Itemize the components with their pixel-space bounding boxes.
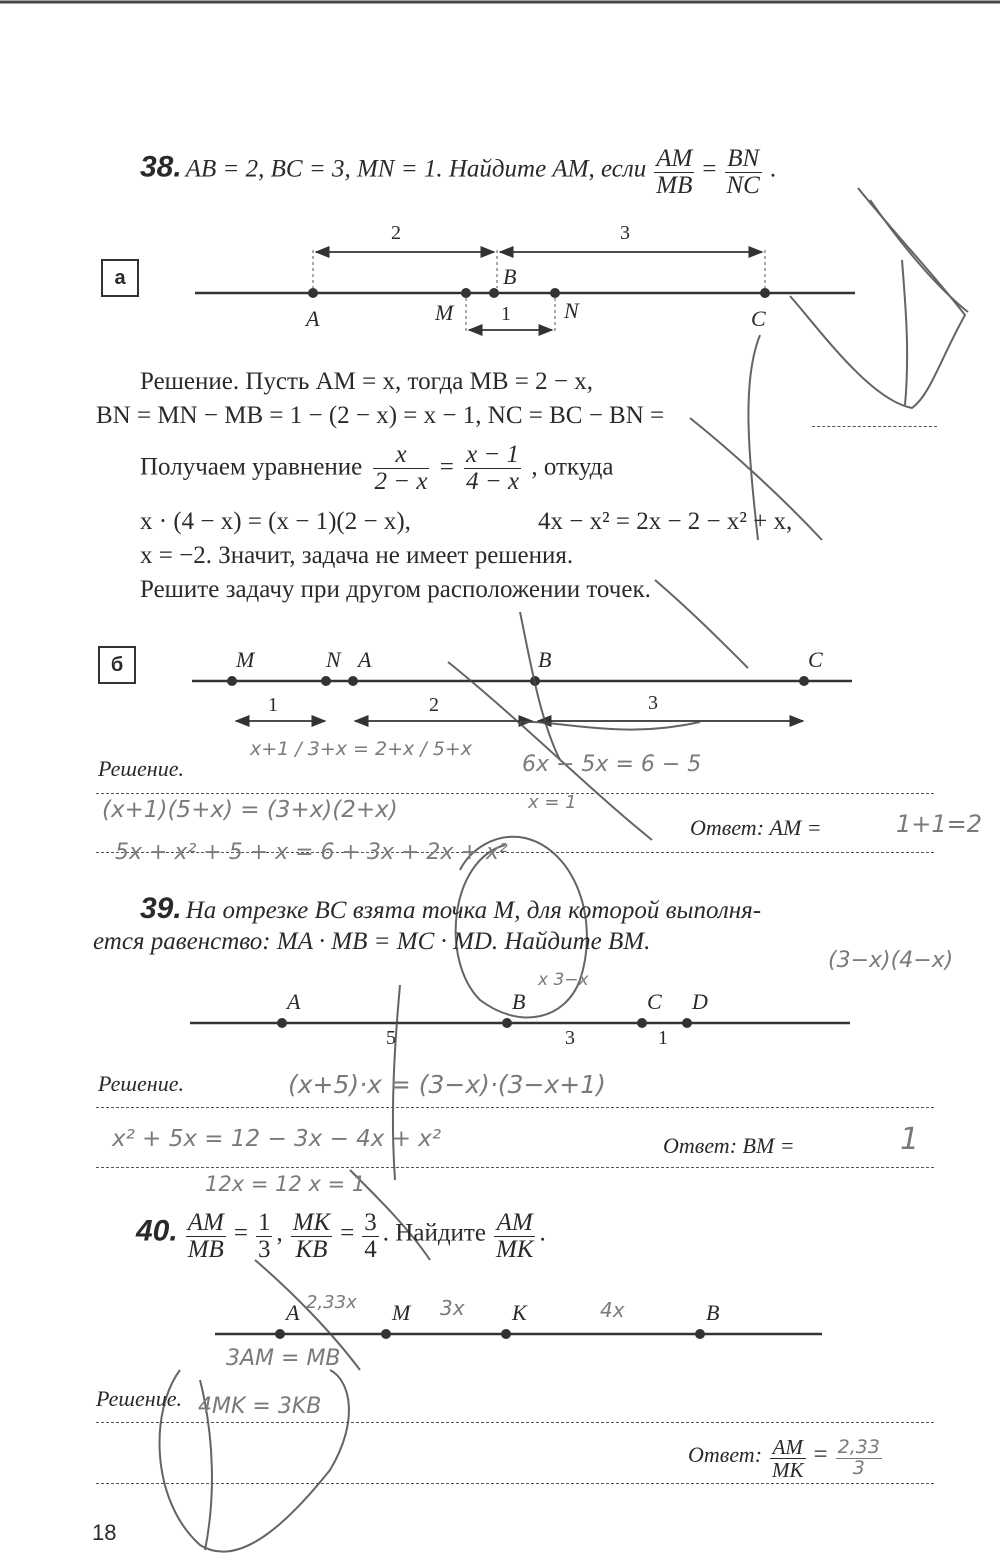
fraction-value-2 <box>362 1210 379 1264</box>
subproblem-box-b: б <box>98 646 136 684</box>
frac-den: MK <box>772 1458 804 1483</box>
handwritten-line-1: (x+5)·x = (3−x)·(3−x+1) <box>288 1070 606 1099</box>
frac-num: MK <box>292 1209 331 1236</box>
point-m-40 <box>381 1329 391 1339</box>
length-ab: 5 <box>386 1027 396 1049</box>
length-mn: 1 <box>501 303 511 325</box>
equals-sign: = <box>813 1441 828 1469</box>
frac-den: KB <box>295 1236 328 1264</box>
problem-40-header <box>136 1210 546 1264</box>
problem-number: 38. <box>140 150 182 184</box>
label-point-b: B <box>706 1300 720 1325</box>
fraction-mk-kb <box>291 1210 333 1264</box>
point-c <box>760 288 770 298</box>
point-c-b <box>799 676 809 686</box>
diagram-40 <box>215 1329 822 1339</box>
answer-label: Ответ: <box>688 1442 763 1468</box>
writing-line <box>96 793 934 794</box>
point-m <box>461 288 471 298</box>
length-bc: 3 <box>620 222 630 244</box>
label-point-a: A <box>358 647 372 672</box>
length-bc: 3 <box>565 1027 575 1049</box>
period: . <box>769 155 777 183</box>
point-n-b <box>321 676 331 686</box>
label-point-a: A <box>306 306 320 331</box>
label-point-m: M <box>435 300 454 325</box>
answer-label: Ответ: BM = <box>663 1133 795 1158</box>
label-point-b: B <box>538 647 552 672</box>
problem-condition-line-1: На отрезке BC взята точка M, для которой выполня- <box>185 897 762 924</box>
point-c-39 <box>637 1018 647 1028</box>
handwritten-line-3: 12x = 12 x = 1 <box>205 1172 366 1196</box>
period: . <box>539 1219 546 1247</box>
problem-number: 39. <box>140 892 182 925</box>
label-point-n: N <box>564 298 579 323</box>
answer-blank <box>812 426 937 427</box>
handwritten-segment-note: x 3−x <box>538 970 589 990</box>
label-point-d: D <box>692 989 708 1014</box>
solution-label: Решение. <box>98 756 184 781</box>
handwritten-answer: 1 <box>900 1122 920 1157</box>
find-text: . Найдите <box>382 1219 486 1247</box>
handwritten-side-note: (3−x)(4−x) <box>828 948 954 973</box>
frac-num: x − 1 <box>466 441 520 468</box>
fraction-am-mk <box>770 1436 806 1481</box>
frac-num: AM <box>770 1436 806 1459</box>
frac-num: AM <box>656 145 693 172</box>
solution-line-4a: x · (4 − x) = (x − 1)(2 − x), <box>140 508 411 535</box>
problem-39-header <box>140 892 761 926</box>
frac-den: 4 − x <box>466 468 520 496</box>
label-point-a: A <box>286 1300 300 1325</box>
writing-line <box>96 1483 934 1484</box>
point-b-39 <box>502 1018 512 1028</box>
handwritten-fraction: x+1 / 3+x = 2+x / 5+x <box>250 738 472 760</box>
equals-sign: = <box>439 453 454 481</box>
point-a-40 <box>275 1329 285 1339</box>
point-k-40 <box>501 1329 511 1339</box>
handwritten-line-3: 6x − 5x = 6 − 5 <box>522 752 702 777</box>
equals-sign: = <box>340 1219 355 1247</box>
frac-den: MB <box>656 172 693 200</box>
handwritten-mk: 3x <box>440 1296 465 1320</box>
diagram-39 <box>190 1018 850 1028</box>
point-n <box>550 288 560 298</box>
label-point-n: N <box>326 647 341 672</box>
label-point-m: M <box>392 1300 411 1325</box>
problem-condition-line-2: ется равенство: MA · MB = MC · MD. Найдите BM. <box>93 928 651 955</box>
equation-suffix: , откуда <box>531 453 614 481</box>
length-ab: 2 <box>429 694 439 716</box>
frac-den: MK <box>495 1236 534 1264</box>
fraction-bn-nc <box>725 146 762 200</box>
fraction-left <box>373 442 430 496</box>
label-point-k: K <box>512 1300 527 1325</box>
point-m-b <box>227 676 237 686</box>
label-point-c: C <box>751 306 766 331</box>
length-bc: 3 <box>648 692 658 714</box>
comma: , <box>276 1219 283 1247</box>
point-b <box>489 288 499 298</box>
handwritten-line-2: 5x + x² + 5 + x = 6 + 3x + 2x + x² <box>115 840 508 865</box>
fraction-am-mb <box>186 1210 226 1264</box>
frac-den: 4 <box>364 1236 377 1264</box>
label-point-a: A <box>287 989 301 1014</box>
page-number: 18 <box>92 1520 117 1545</box>
label-point-b: B <box>512 989 526 1014</box>
writing-line <box>96 1422 934 1423</box>
frac-den: 3 <box>257 1236 271 1264</box>
handwritten-line-1: (x+1)(5+x) = (3+x)(2+x) <box>102 797 398 823</box>
frac-num: 3 <box>364 1209 377 1236</box>
frac-den: 3 <box>852 1457 865 1480</box>
subproblem-box-a: а <box>101 259 139 297</box>
handwritten-am: 2,33x <box>306 1292 357 1313</box>
writing-line <box>96 1107 934 1108</box>
label-point-b: B <box>503 264 517 289</box>
equals-sign: = <box>233 1219 248 1247</box>
point-b-40 <box>695 1329 705 1339</box>
frac-den: 2 − x <box>374 468 428 496</box>
handwritten-line-2: 4MK = 3KB <box>198 1394 322 1419</box>
answer-label: Ответ: AM = <box>690 815 822 840</box>
point-a <box>308 288 318 298</box>
solution-label: Решение. <box>96 1386 182 1411</box>
equation-line <box>140 442 613 496</box>
solution-line-5: x = −2. Значит, задача не имеет решения. <box>140 542 574 569</box>
length-ab: 2 <box>391 222 401 244</box>
answer-block <box>688 1436 886 1481</box>
handwritten-answer: 1+1=2 <box>896 810 983 838</box>
frac-num: x <box>373 442 430 469</box>
length-mn: 1 <box>268 694 278 716</box>
fraction-right <box>464 442 521 496</box>
fraction-value-1 <box>256 1210 273 1264</box>
solution-label: Решение. <box>98 1071 184 1096</box>
point-a-39 <box>277 1018 287 1028</box>
equation-prefix: Получаем уравнение <box>140 453 363 481</box>
frac-num: AM <box>494 1210 536 1237</box>
writing-line <box>96 1167 934 1168</box>
length-cd: 1 <box>658 1027 668 1049</box>
fraction-am-mb <box>654 146 694 200</box>
label-point-m: M <box>236 647 255 672</box>
frac-num: 2,33 <box>837 1436 880 1459</box>
diagram-38b <box>192 676 852 721</box>
point-a-b <box>348 676 358 686</box>
point-d-39 <box>682 1018 692 1028</box>
frac-den: NC <box>726 172 760 200</box>
handwritten-line-4: x = 1 <box>528 792 577 813</box>
solution-line-2: BN = MN − MB = 1 − (2 − x) = x − 1, NC = BC − BN = <box>96 402 665 429</box>
frac-num: AM <box>187 1209 224 1236</box>
fraction-am-mk <box>494 1210 536 1264</box>
handwritten-line-1: 3AM = MB <box>226 1346 341 1371</box>
frac-num: BN <box>725 146 762 173</box>
handwritten-answer <box>836 1438 882 1479</box>
handwritten-kb: 4x <box>600 1298 625 1322</box>
problem-condition: AB = 2, BC = 3, MN = 1. Найдите AM, если <box>185 155 647 183</box>
solution-line-4b: 4x − x² = 2x − 2 − x² + x, <box>538 508 793 535</box>
problem-38-header <box>140 146 776 200</box>
label-point-c: C <box>647 989 662 1014</box>
frac-num: 1 <box>257 1209 271 1236</box>
handwritten-line-2: x² + 5x = 12 − 3x − 4x + x² <box>112 1126 442 1152</box>
problem-number: 40. <box>136 1214 178 1248</box>
frac-den: MB <box>187 1236 224 1264</box>
equals-sign: = <box>702 155 717 183</box>
solution-line-6: Решите задачу при другом расположении точек. <box>140 576 651 603</box>
solution-line-1: Решение. Пусть AM = x, тогда MB = 2 − x, <box>140 368 594 395</box>
label-point-c: C <box>808 647 823 672</box>
